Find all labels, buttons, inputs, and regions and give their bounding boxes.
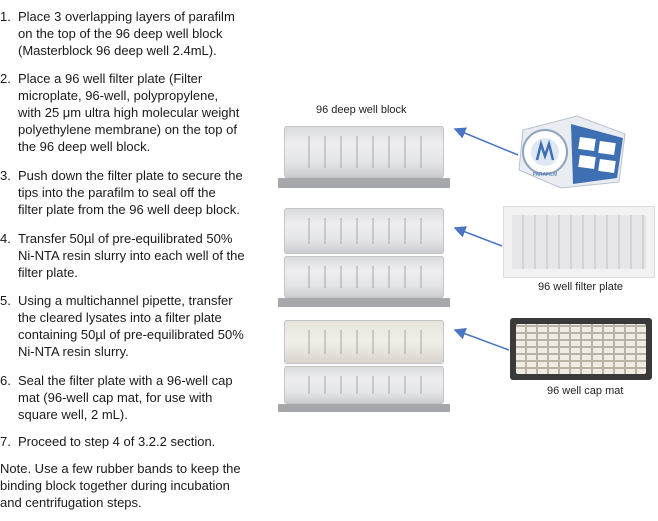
step-line: microplate, 96-well, polypropylene, [18,88,219,103]
step-number: 4. [0,231,11,246]
note-line: binding block together during incubation [0,478,230,493]
step-line: Proceed to step 4 of 3.2.2 section. [18,434,216,449]
step-number: 5. [0,293,11,308]
step-line: Using a multichannel pipette, transfer [18,293,233,308]
caption-deep-well-block: 96 deep well block [316,104,407,116]
step-line: tips into the parafilm to seal off the [18,185,216,200]
step-line: containing 50µl of pre-equilibrated 50% [18,327,244,342]
step-line: on the top of the 96 deep well block [18,26,223,41]
step-line: Transfer 50µl of pre-equilibrated 50% [18,231,233,246]
step-line: filter plate from the 96 well deep block. [18,202,240,217]
step-line: the cleared lysates into a filter plate [18,310,222,325]
arrow-cap-mat [455,330,509,350]
step-number: 3. [0,168,11,183]
step-line: Place 3 overlapping layers of parafilm [18,9,235,24]
parafilm-brand-text: PARAFILM [532,172,558,178]
step-number: 2. [0,71,11,86]
step-line: Ni-NTA resin slurry. [18,344,129,359]
step-line: filter plate. [18,265,78,280]
step-line: mat (96-well cap mat, for use with [18,390,213,405]
step-line: Place a 96 well filter plate (Filter [18,71,203,86]
step-line: the 96 deep well block. [18,139,151,154]
caption-filter-plate: 96 well filter plate [538,281,623,293]
step-line: Push down the filter plate to secure the [18,168,243,183]
step-line: Ni-NTA resin slurry into each well of the [18,248,245,263]
step-line: (Masterblock 96 deep well 2.4mL). [18,43,217,58]
step-number: 6. [0,373,11,388]
arrow-parafilm [455,129,518,155]
arrow-filter-plate [455,228,502,246]
step-line: polyethylene membrane) on the top of [18,122,237,137]
note-line: and centrifugation steps. [0,495,142,510]
step-line: with 25 μm ultra high molecular weight [18,105,240,120]
caption-cap-mat: 96 well cap mat [547,385,624,397]
step-number: 1. [0,9,11,24]
step-line: Seal the filter plate with a 96-well cap [18,373,233,388]
step-line: square well, 2 mL). [18,407,128,422]
note-line: Note. Use a few rubber bands to keep the [0,461,241,476]
step-number: 7. [0,434,11,449]
